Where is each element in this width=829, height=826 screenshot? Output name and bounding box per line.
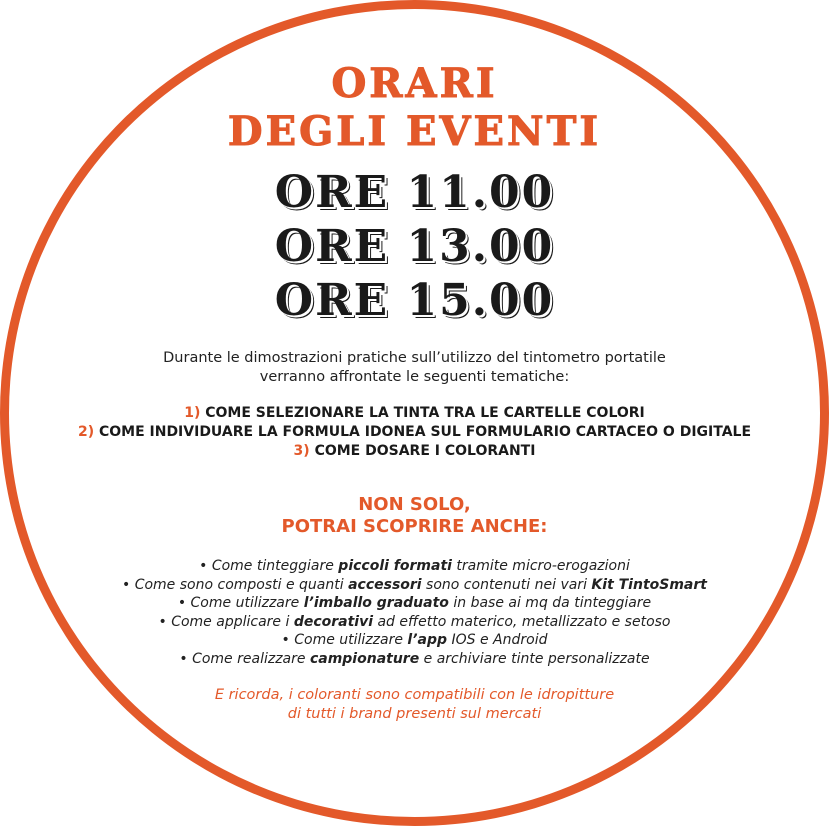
event-times [0,166,829,328]
subhead-line-1: NON SOLO, [358,494,471,515]
closing-line-1: E ricorda, i coloranti sono compatibili con le idropitture [214,687,615,703]
topic-text: COME INDIVIDUARE LA FORMULA IDONEA SUL FORMULARIO CARTACEO O DIGITALE [98,424,752,440]
subhead-line-2: POTRAI SCOPRIRE ANCHE: [281,516,548,537]
intro-line-1: Durante le dimostrazioni pratiche sull’utilizzo del tintometro portatile [163,350,666,366]
topic-number: 3) [293,443,310,459]
closing-note [0,686,829,724]
topic-item [0,442,829,461]
closing-line-2: di tutti i brand presenti sul mercati [287,706,542,722]
title-line-2: DEGLI EVENTI [227,108,602,155]
topic-number: 2) [77,424,95,440]
feature-item: • Come sono composti e quanti accessori sono contenuti nei vari Kit TintoSmart [122,576,707,593]
event-time-1: ORE 11.00 [274,167,555,218]
event-schedule-title [0,60,829,156]
event-time-2: ORE 13.00 [274,221,555,272]
title-line-1: ORARI [331,60,498,107]
feature-item: • Come utilizzare l’imballo graduato in base ai mq da tinteggiare [177,595,652,612]
intro-text [0,349,829,387]
feature-item: • Come utilizzare l’app IOS e Android [281,632,548,649]
discover-more-heading [0,494,829,538]
feature-item: • Come applicare i decorativi ad effetto materico, metallizzato e setoso [158,613,671,630]
event-time-3: ORE 15.00 [274,275,555,326]
topic-text: COME DOSARE I COLORANTI [314,443,536,459]
intro-line-2: verranno affrontate le seguenti tematiche: [259,369,570,385]
topic-text: COME SELEZIONARE LA TINTA TRA LE CARTELLE COLORI [205,405,645,421]
topic-item [0,404,829,423]
feature-item: • Come realizzare campionature e archiviare tinte personalizzate [179,650,650,667]
topics-list [0,404,829,461]
topic-number: 1) [184,405,201,421]
features-list [0,557,829,669]
feature-item: • Come tinteggiare piccoli formati tramite micro-erogazioni [199,558,630,574]
topic-item [0,423,829,442]
